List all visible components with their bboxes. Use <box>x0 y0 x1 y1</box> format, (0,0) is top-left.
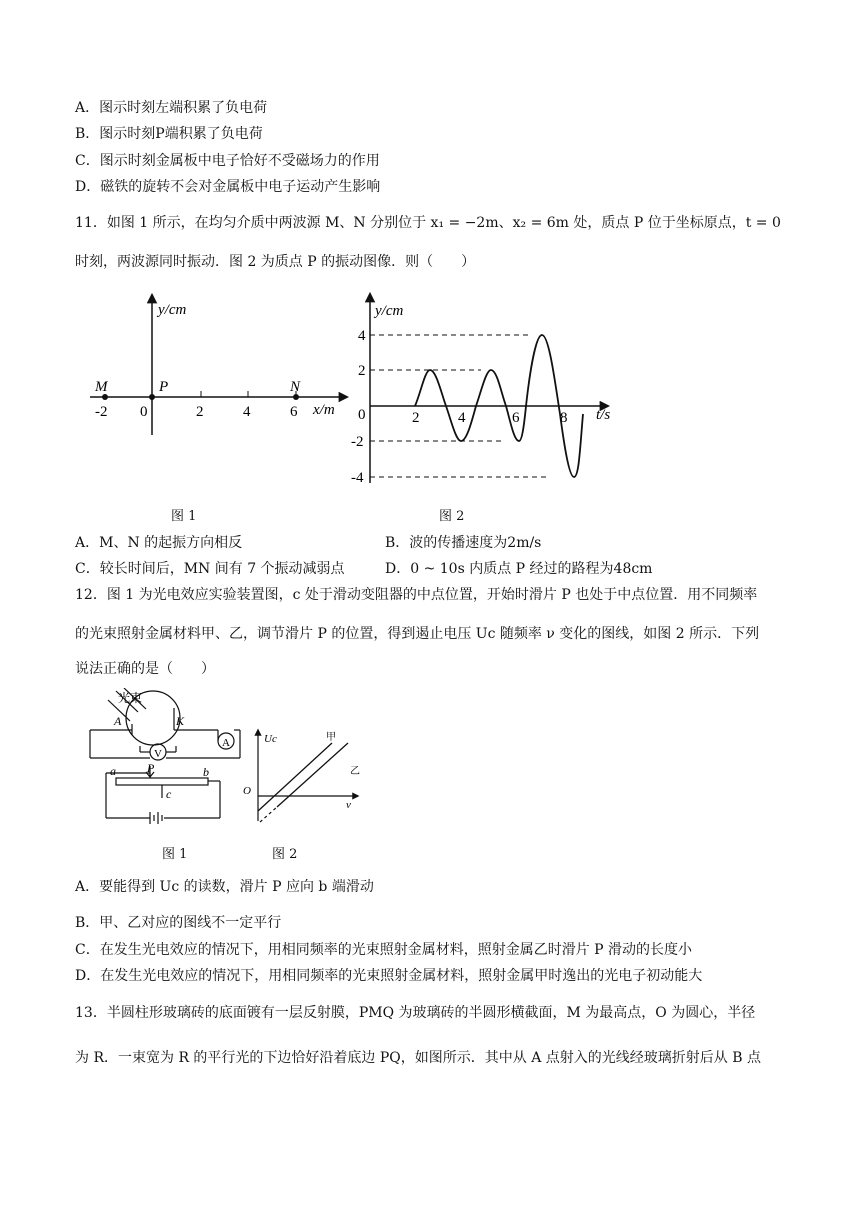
fig1-y-label: y/cm <box>158 302 187 318</box>
q10-option-c: C．图示时刻金属板中电子恰好不受磁场力的作用 <box>75 153 380 169</box>
q11-fig2-caption: 图 2 <box>439 509 465 524</box>
q11-figure-1 <box>85 290 355 445</box>
q11-option-c: C．较长时间后，MN 间有 7 个振动减弱点 <box>75 561 345 577</box>
line-jia-label: 甲 <box>326 732 336 743</box>
fig1-point-n: N <box>290 379 301 395</box>
q13-stem-line2: 为 R．一束宽为 R 的平行光的下边恰好沿着底边 PQ，如图所示．其中从 A 点射入的光线经玻璃折射后从 B 点 <box>75 1050 761 1066</box>
fig1-tick-4: 4 <box>243 404 251 420</box>
q12-stem-line2: 的光束照射金属材料甲、乙，调节滑片 P 的位置，得到遏止电压 Uc 随频率 ν 变化的图线，如图 2 所示．下列 <box>75 626 760 642</box>
fig1-x-label: x/m <box>313 402 335 418</box>
rheostat-b-label: b <box>203 765 209 779</box>
electrode-a-label: A <box>114 714 122 728</box>
fig1-tick-2: 2 <box>196 404 204 420</box>
q13-stem-line1: 13．半圆柱形玻璃砖的底面镀有一层反射膜，PMQ 为玻璃砖的半圆形横截面，M 为最高点，O 为圆心，半径 <box>75 1005 756 1021</box>
electrode-k-label: K <box>176 714 185 728</box>
q11-figure-2 <box>350 288 620 488</box>
fig1-tick-6: 6 <box>290 404 298 420</box>
graph-origin: O <box>243 785 251 797</box>
voltmeter-label: V <box>154 748 162 760</box>
q12-option-b: B．甲、乙对应的图线不一定平行 <box>75 915 282 931</box>
q11-option-b: B．波的传播速度为2m/s <box>385 535 542 551</box>
light-beam-label: 光束 <box>118 691 143 705</box>
fig2-xtick-4: 4 <box>458 410 466 426</box>
q11-stem-line2: 时刻，两波源同时振动．图 2 为质点 P 的振动图像．则（ ） <box>75 254 476 270</box>
fig2-xtick-8: 8 <box>560 410 568 426</box>
q12-option-c: C．在发生光电效应的情况下，用相同频率的光束照射金属材料，照射金属乙时滑片 P 滑动的长度小 <box>75 942 693 958</box>
q10-option-b: B．图示时刻P端积累了负电荷 <box>75 126 263 142</box>
q12-figure-2-graph <box>240 728 365 823</box>
fig2-ytick-2: 2 <box>358 363 366 379</box>
q12-figure-1-circuit <box>88 688 248 833</box>
fig1-point-m: M <box>95 379 108 395</box>
line-yi-label: 乙 <box>350 766 360 777</box>
rheostat-a-label: a <box>110 764 116 778</box>
q11-fig1-caption: 图 1 <box>171 509 197 524</box>
q10-option-d: D．磁铁的旋转不会对金属板中电子运动产生影响 <box>75 179 381 195</box>
graph-x-label: ν <box>346 799 351 811</box>
fig2-ytick-0: 0 <box>358 407 366 423</box>
q12-option-a: A．要能得到 Uc 的读数，滑片 P 应向 b 端滑动 <box>75 879 374 895</box>
fig2-ytick-neg2: -2 <box>351 434 364 450</box>
q12-stem-line1: 12．图 1 为光电效应实验装置图，c 处于滑动变阻器的中点位置，开始时滑片 P 也处于中点位置．用不同频率 <box>75 587 758 603</box>
fig1-tick-0: 0 <box>140 404 148 420</box>
q11-stem-line1: 11．如图 1 所示，在均匀介质中两波源 M、N 分别位于 x₁ = −2m、x₂ = 6m 处，质点 P 位于坐标原点，t = 0 <box>75 215 781 231</box>
q12-fig1-caption: 图 1 <box>162 847 188 862</box>
fig2-xtick-6: 6 <box>512 410 520 426</box>
q11-option-a: A．M、N 的起振方向相反 <box>75 535 243 551</box>
fig2-y-label: y/cm <box>375 303 404 319</box>
q10-option-a: A．图示时刻左端积累了负电荷 <box>75 100 268 116</box>
q12-fig2-caption: 图 2 <box>272 847 298 862</box>
fig2-ytick-4: 4 <box>358 328 366 344</box>
fig1-tick-neg2: -2 <box>95 404 108 420</box>
fig2-xtick-2: 2 <box>412 410 420 426</box>
fig2-ytick-neg4: -4 <box>351 470 364 486</box>
graph-y-label: Uc <box>264 733 277 745</box>
ammeter-label: A <box>222 737 230 749</box>
slider-p-label: P <box>147 761 155 775</box>
fig1-point-p: P <box>159 379 169 395</box>
q12-stem-line3: 说法正确的是（ ） <box>75 661 215 677</box>
q11-option-d: D．0 ~ 10s 内质点 P 经过的路程为48cm <box>385 561 653 577</box>
midpoint-c-label: c <box>166 787 172 801</box>
q12-option-d: D．在发生光电效应的情况下，用相同频率的光束照射金属材料，照射金属甲时逸出的光电子初动能大 <box>75 968 703 984</box>
fig2-x-label: t/s <box>596 407 611 423</box>
